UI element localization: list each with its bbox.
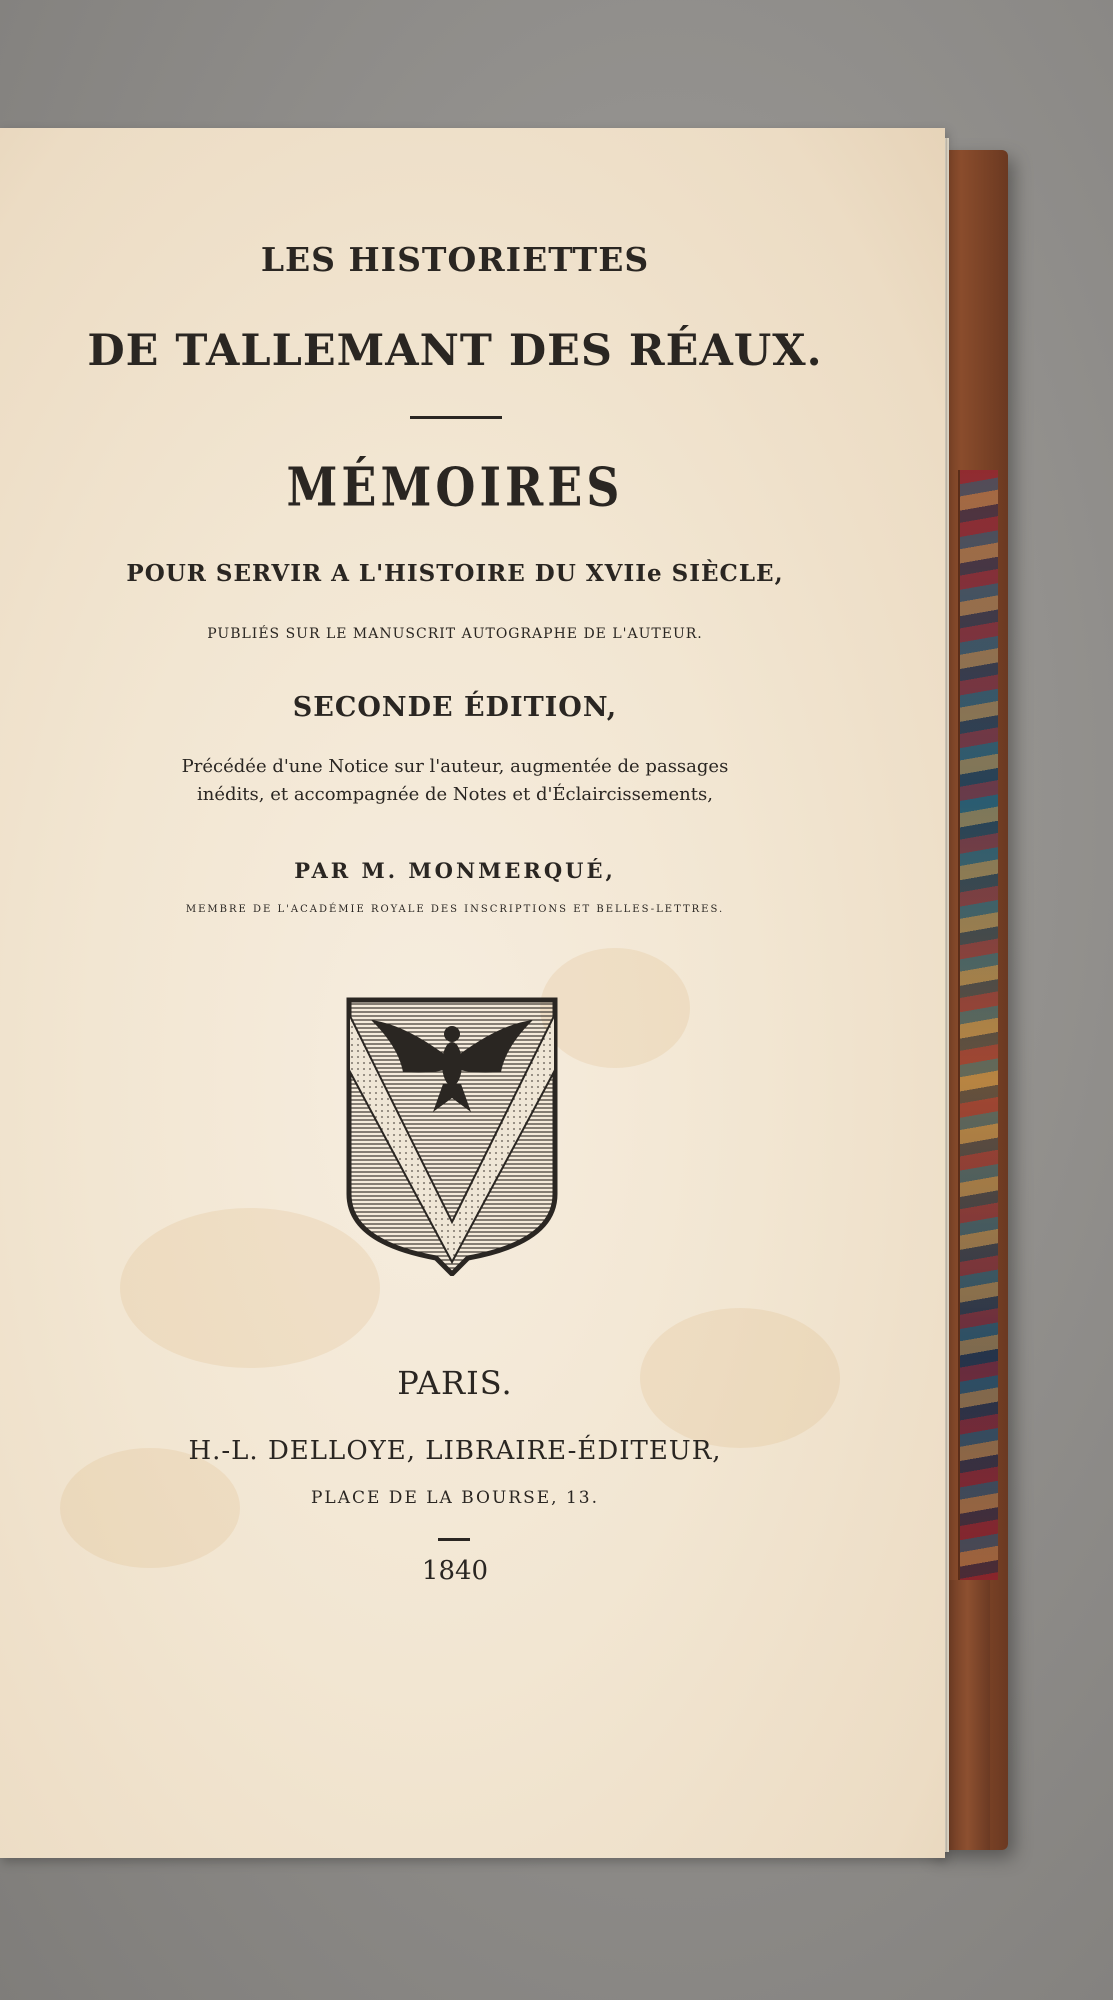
publisher: H.-L. DELLOYE, LIBRAIRE-ÉDITEUR, bbox=[188, 1436, 722, 1466]
author: PAR M. MONMERQUÉ, bbox=[294, 858, 616, 883]
description-line-1: Précédée d'une Notice sur l'auteur, augmentée de passages bbox=[181, 756, 729, 777]
title-page bbox=[0, 128, 945, 1858]
city: PARIS. bbox=[397, 1364, 513, 1402]
edition: SECONDE ÉDITION, bbox=[292, 692, 618, 723]
publication-year: 1840 bbox=[421, 1556, 489, 1586]
foxing-stain bbox=[120, 1208, 380, 1368]
subtitle-line-2: POUR SERVIR A L'HISTOIRE DU XVIIe SIÈCLE, bbox=[126, 560, 784, 587]
title-rule bbox=[410, 416, 502, 419]
coat-of-arms-icon bbox=[343, 994, 561, 1276]
title-line-1: LES HISTORIETTES bbox=[260, 240, 650, 279]
title-line-2: DE TALLEMANT DES RÉAUX. bbox=[87, 326, 823, 376]
foxing-stain bbox=[540, 948, 690, 1068]
foxing-stain bbox=[60, 1448, 240, 1568]
description-line-2: inédits, et accompagnée de Notes et d'Éclaircissements, bbox=[197, 784, 713, 805]
publisher-address: PLACE DE LA BOURSE, 13. bbox=[310, 1488, 599, 1508]
subtitle: MÉMOIRES bbox=[286, 455, 624, 519]
author-affiliation: MEMBRE DE L'ACADÉMIE ROYALE DES INSCRIPTIONS ET BELLES-LETTRES. bbox=[185, 904, 725, 915]
imprint-rule bbox=[438, 1538, 470, 1541]
published-note: PUBLIÉS SUR LE MANUSCRIT AUTOGRAPHE DE L'AUTEUR. bbox=[207, 626, 703, 642]
marbled-page-edge bbox=[958, 470, 998, 1580]
book-cover-lower bbox=[945, 1580, 990, 1850]
